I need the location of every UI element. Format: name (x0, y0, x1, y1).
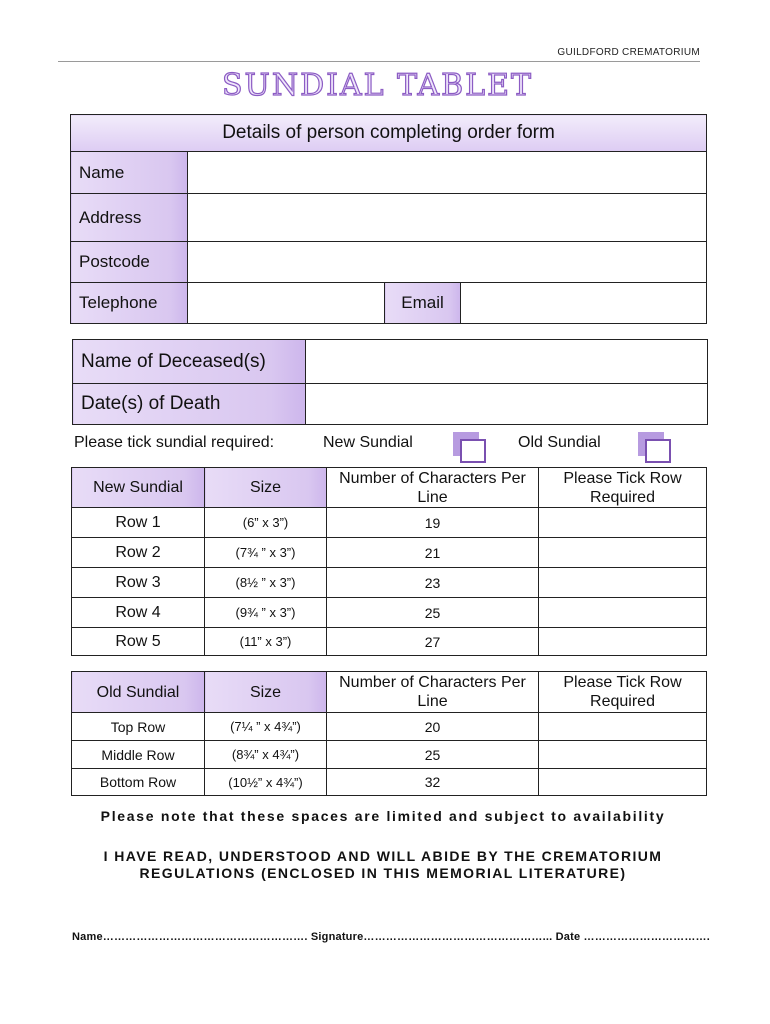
row-size: (8½ ” x 3”) (205, 568, 327, 598)
row-label: Row 4 (72, 598, 205, 628)
old-sundial-option-label: Old Sundial (518, 434, 601, 451)
table-row (72, 508, 707, 538)
row-char-count: 23 (327, 568, 539, 598)
date-of-death-field[interactable] (306, 384, 708, 425)
row-label: Row 3 (72, 568, 205, 598)
row-label: Row 1 (72, 508, 205, 538)
old-sundial-header-row: Old Sundial (72, 672, 205, 713)
sundial-tick-prompt: Please tick sundial required: (74, 434, 275, 451)
table-row (72, 598, 707, 628)
declaration-line-2: REGULATIONS (ENCLOSED IN THIS MEMORIAL LITERATURE) (139, 865, 627, 881)
row-char-count: 20 (327, 713, 539, 741)
table-row (72, 769, 707, 796)
new-sundial-option-label: New Sundial (323, 434, 413, 451)
row-size: (9¾ ” x 3”) (205, 598, 327, 628)
row-label: Middle Row (72, 741, 205, 769)
old-sundial-header-size: Size (205, 672, 327, 713)
deceased-name-label: Name of Deceased(s) (73, 340, 306, 384)
telephone-field[interactable] (188, 283, 385, 324)
row-tick-cell[interactable] (539, 598, 707, 628)
name-label: Name (71, 152, 188, 194)
new-sundial-header-row: New Sundial (72, 468, 205, 508)
new-sundial-header-size: Size (205, 468, 327, 508)
header-divider (58, 61, 700, 62)
date-of-death-label: Date(s) of Death (73, 384, 306, 425)
deceased-details-table (72, 339, 708, 425)
new-sundial-checkbox[interactable] (460, 439, 486, 463)
new-sundial-header-chars: Number of Characters Per Line (327, 468, 539, 508)
row-char-count: 21 (327, 538, 539, 568)
person-details-heading: Details of person completing order form (71, 115, 707, 152)
declaration-line-1: I HAVE READ, UNDERSTOOD AND WILL ABIDE BY THE CREMATORIUM (103, 848, 663, 864)
row-tick-cell[interactable] (539, 769, 707, 796)
row-tick-cell[interactable] (539, 628, 707, 656)
row-char-count: 27 (327, 628, 539, 656)
table-row (72, 628, 707, 656)
row-char-count: 32 (327, 769, 539, 796)
table-row (72, 538, 707, 568)
row-size: (10½” x 4¾”) (205, 769, 327, 796)
row-tick-cell[interactable] (539, 508, 707, 538)
deceased-name-field[interactable] (306, 340, 708, 384)
table-row (72, 568, 707, 598)
availability-note: Please note that these spaces are limited and subject to availability (100, 808, 666, 824)
row-tick-cell[interactable] (539, 713, 707, 741)
row-size: (7¼ ” x 4¾”) (205, 713, 327, 741)
row-label: Row 5 (72, 628, 205, 656)
row-tick-cell[interactable] (539, 568, 707, 598)
row-tick-cell[interactable] (539, 741, 707, 769)
email-label: Email (385, 283, 461, 324)
declaration (0, 848, 766, 882)
row-label: Row 2 (72, 538, 205, 568)
new-sundial-table (71, 467, 707, 656)
postcode-label: Postcode (71, 242, 188, 283)
row-label: Top Row (72, 713, 205, 741)
row-char-count: 25 (327, 598, 539, 628)
table-row (72, 741, 707, 769)
new-sundial-header-tick: Please Tick Row Required (539, 468, 707, 508)
address-field[interactable] (188, 194, 707, 242)
old-sundial-header-tick: Please Tick Row Required (539, 672, 707, 713)
row-char-count: 19 (327, 508, 539, 538)
row-size: (8¾” x 4¾”) (205, 741, 327, 769)
row-char-count: 25 (327, 741, 539, 769)
telephone-label: Telephone (71, 283, 188, 324)
address-label: Address (71, 194, 188, 242)
signature-line[interactable]: Name………………………………………………. Signature…………………………………………... Date ……………………………. (72, 931, 710, 943)
row-label: Bottom Row (72, 769, 205, 796)
name-field[interactable] (188, 152, 707, 194)
old-sundial-checkbox[interactable] (645, 439, 671, 463)
row-size: (6” x 3”) (205, 508, 327, 538)
page-title: SUNDIAL TABLET (221, 68, 534, 103)
email-field[interactable] (461, 283, 707, 324)
row-tick-cell[interactable] (539, 538, 707, 568)
table-row (72, 713, 707, 741)
old-sundial-table (71, 671, 707, 796)
person-details-table (70, 114, 707, 324)
old-sundial-header-chars: Number of Characters Per Line (327, 672, 539, 713)
row-size: (11” x 3”) (205, 628, 327, 656)
row-size: (7¾ ” x 3”) (205, 538, 327, 568)
postcode-field[interactable] (188, 242, 707, 283)
organisation-name: GUILDFORD CREMATORIUM (557, 47, 700, 58)
